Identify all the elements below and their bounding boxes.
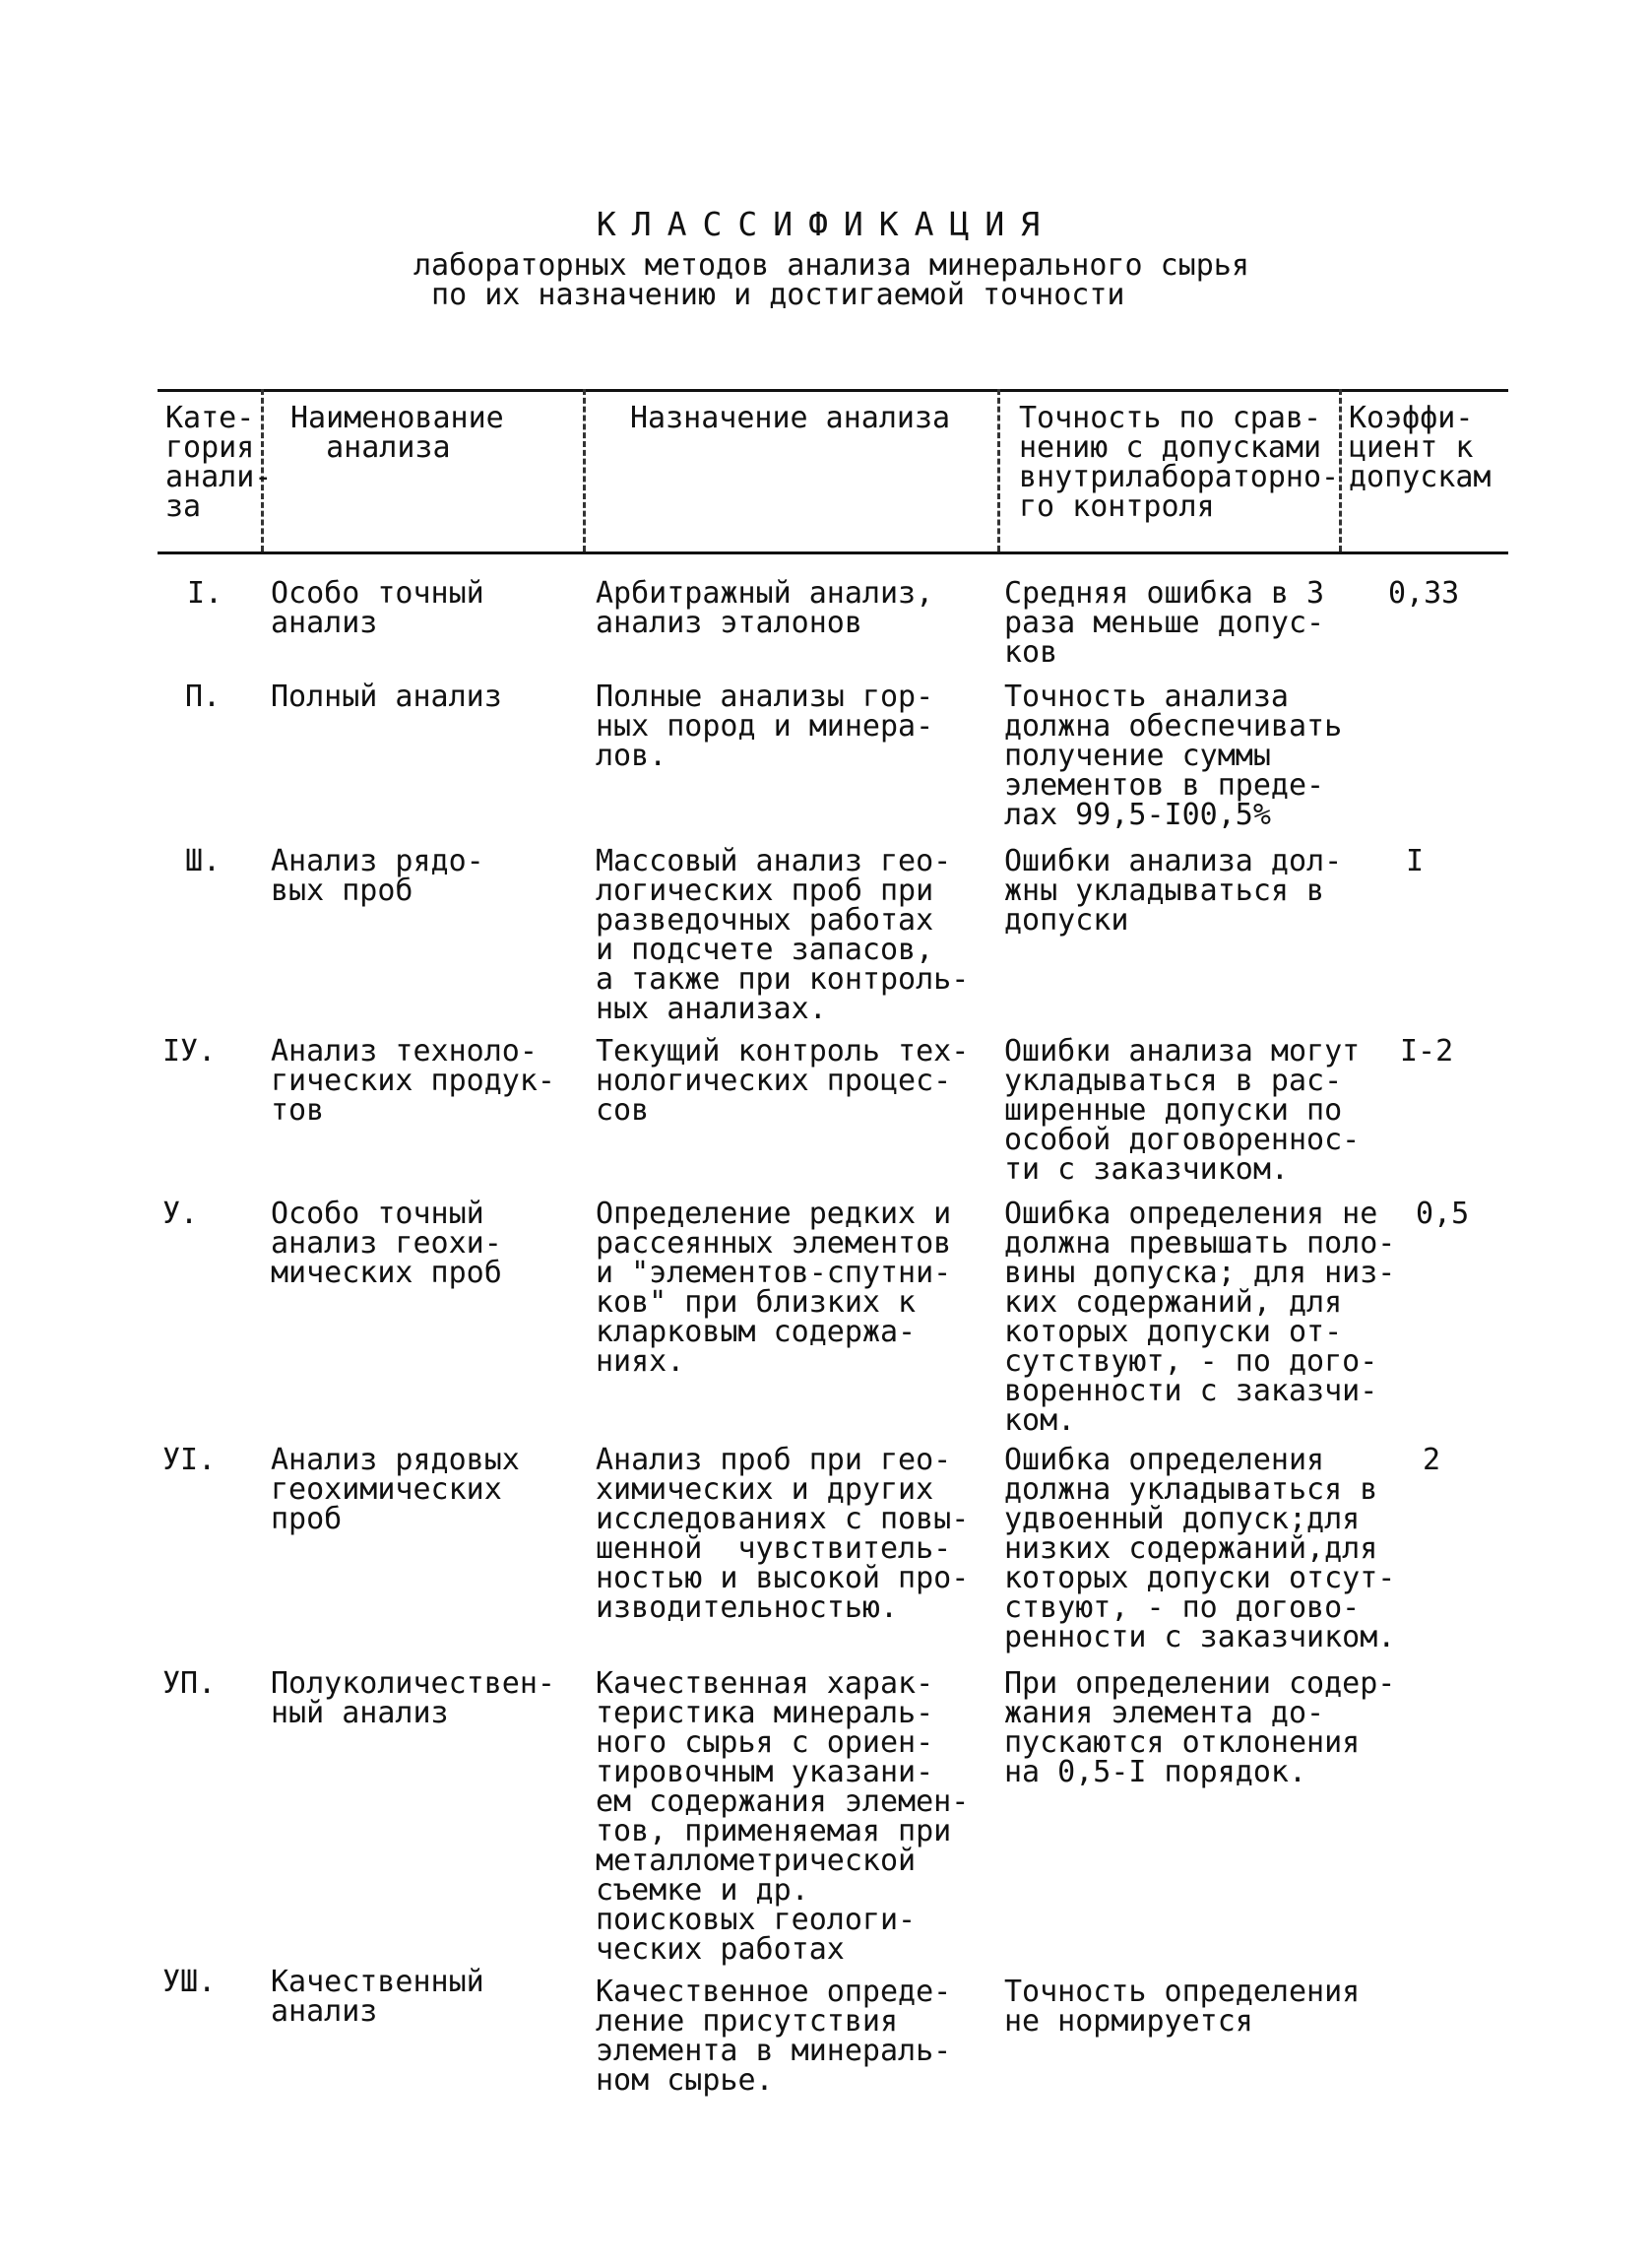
row-1-name: Особо точный анализ [271, 576, 484, 640]
row-5-accuracy: Ошибка определения не должна превышать поло- вины допуска; для низ- ких содержаний, для которых допуски от- сутствуют, - по дого- воренности с заказчи- ком. [1004, 1197, 1396, 1438]
row-2-category: П. [185, 680, 222, 714]
row-4-category: IУ. [162, 1034, 217, 1069]
row-7-accuracy: При определении содер- жания элемента до- пускаются отклонения на 0,5-I порядок. [1004, 1666, 1396, 1789]
header-category: Кате- гория анали- за [165, 401, 273, 524]
row-3-name: Анализ рядо- вых проб [271, 844, 484, 908]
row-5-coefficient: 0,5 [1416, 1197, 1470, 1231]
row-8-category: УШ. [162, 1965, 217, 1999]
row-7-purpose: Качественная харак- теристика минераль- ного сырья с ориен- тировочным указани- ем содержания элемен- тов, применяемая при металлометрической съемке и др. поисковых геологи- ческих работах [596, 1666, 970, 1967]
document-subtitle: лабораторных методов анализа минерального сырья по их назначению и достигаемой точности [413, 248, 1249, 312]
header-accuracy: Точность по срав- нению с допусками внутрилабораторно- го контроля [1019, 401, 1340, 524]
row-2-accuracy: Точность анализа должна обеспечивать получение суммы элементов в преде- лах 99,5-I00,5% [1004, 680, 1343, 832]
table-header-rule [158, 551, 1508, 554]
row-6-accuracy: Ошибка определения должна укладываться в удвоенный допуск;для низких содержаний,для которых допуски отсут- ствуют, - по догово- ренности с заказчиком. [1004, 1443, 1396, 1654]
row-1-accuracy: Средняя ошибка в 3 раза меньше допус- ков [1004, 576, 1325, 670]
header-separator-4 [1339, 389, 1342, 551]
row-5-category: У. [162, 1197, 199, 1231]
row-7-name: Полуколичествен- ный анализ [271, 1666, 555, 1730]
row-8-purpose: Качественное опреде- ление присутствия элемента в минераль- ном сырье. [596, 1975, 952, 2098]
row-6-category: УI. [162, 1443, 217, 1477]
row-6-purpose: Анализ проб при гео- химических и других исследованиях с повы- шенной чувствитель- ностью и высокой про- изводительностью. [596, 1443, 970, 1625]
row-4-purpose: Текущий контроль тех- нологических процес- сов [596, 1034, 970, 1128]
row-2-name: Полный анализ [271, 680, 502, 714]
row-4-name: Анализ техноло- гических продук- тов [271, 1034, 555, 1128]
row-3-accuracy: Ошибки анализа дол- жны укладываться в допуски [1004, 844, 1343, 938]
row-1-purpose: Арбитражный анализ, анализ эталонов [596, 576, 934, 640]
row-6-name: Анализ рядовых геохимических проб [271, 1443, 520, 1536]
row-8-name: Качественный анализ [271, 1965, 484, 2029]
header-purpose: Назначение анализа [630, 401, 951, 435]
row-2-purpose: Полные анализы гор- ных пород и минера- лов. [596, 680, 934, 773]
header-coefficient: Коэффи- циент к допускам [1349, 401, 1492, 494]
row-1-category: I. [187, 576, 223, 611]
header-separator-3 [997, 389, 1000, 551]
header-name: Наименование анализа [290, 401, 504, 465]
row-3-purpose: Массовый анализ гео- логических проб при разведочных работах и подсчете запасов, а также при контроль- ных анализах. [596, 844, 970, 1026]
row-5-name: Особо точный анализ геохи- мических проб [271, 1197, 502, 1290]
row-5-purpose: Определение редких и рассеянных элементов и "элементов-спутни- ков" при близких к кларковым содержа- ниях. [596, 1197, 952, 1379]
row-8-accuracy: Точность определения не нормируется [1004, 1975, 1361, 2039]
row-3-coefficient: I [1406, 844, 1425, 878]
row-3-category: Ш. [185, 844, 222, 878]
row-6-coefficient: 2 [1423, 1443, 1441, 1477]
row-7-category: УП. [162, 1666, 217, 1701]
row-1-coefficient: 0,33 [1388, 576, 1460, 611]
document-title: КЛАССИФИКАЦИЯ [596, 205, 1056, 243]
table-top-rule [158, 389, 1508, 392]
header-separator-2 [583, 389, 586, 551]
row-4-coefficient: I-2 [1400, 1034, 1454, 1069]
row-4-accuracy: Ошибки анализа могут укладываться в рас- ширенные допуски по особой договореннос- ти с заказчиком. [1004, 1034, 1361, 1187]
